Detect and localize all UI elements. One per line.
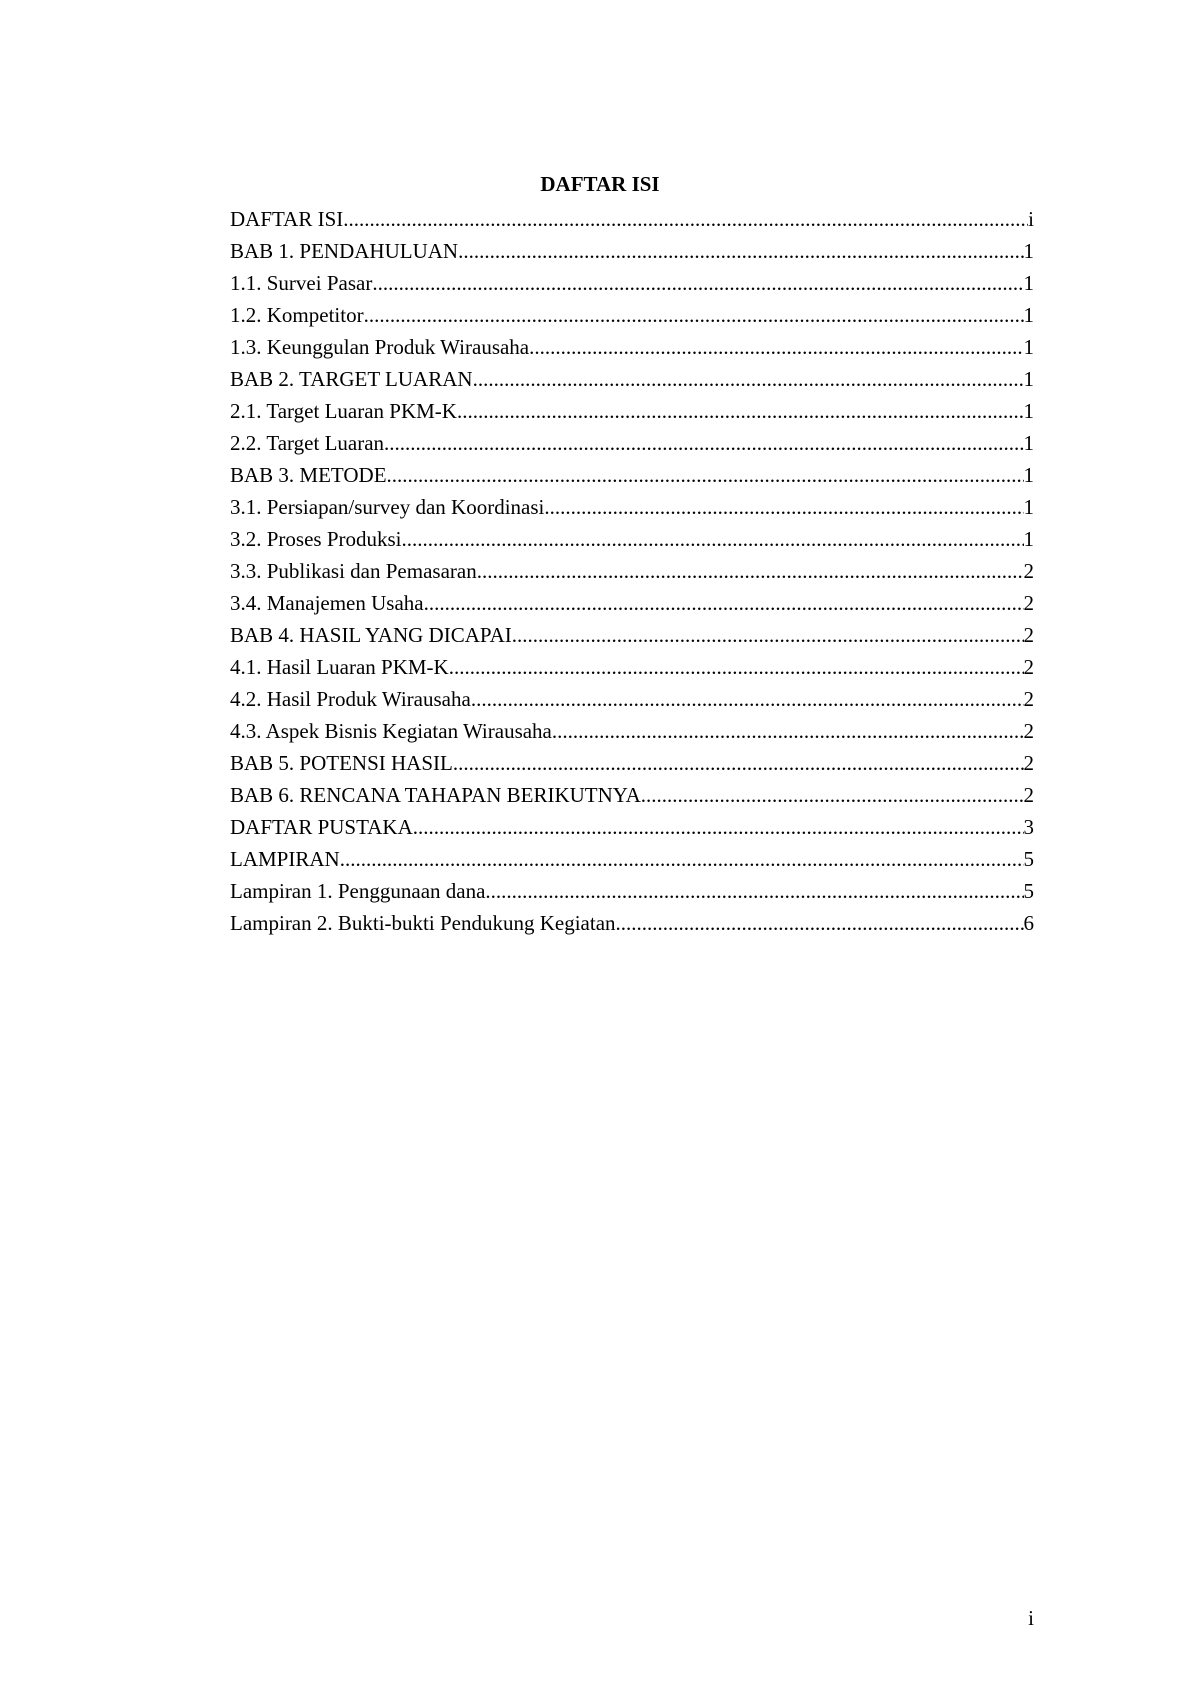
toc-dot-leader xyxy=(364,299,1024,331)
toc-entry-bab-1[interactable] xyxy=(230,235,1034,267)
toc-entry-label: LAMPIRAN xyxy=(230,847,340,871)
toc-entry-page: 3 xyxy=(1023,815,1034,839)
toc-entry-1-2[interactable] xyxy=(230,299,1034,331)
toc-entry-label: 1.2. Kompetitor xyxy=(230,303,364,327)
toc-entry-lampiran-1[interactable] xyxy=(230,875,1034,907)
toc-entry-label: 1.3. Keunggulan Produk Wirausaha xyxy=(230,335,530,359)
toc-entry-page: 1 xyxy=(1023,335,1034,359)
toc-entry-label: DAFTAR PUSTAKA xyxy=(230,815,413,839)
toc-entry-4-1[interactable] xyxy=(230,651,1034,683)
toc-entry-label: BAB 3. METODE xyxy=(230,463,387,487)
toc-entry-bab-6[interactable] xyxy=(230,779,1034,811)
toc-entry-label: 2.2. Target Luaran xyxy=(230,431,385,455)
toc-entry-page: 2 xyxy=(1023,559,1034,583)
toc-entry-page: 2 xyxy=(1023,591,1034,615)
toc-heading: DAFTAR ISI xyxy=(540,172,660,196)
toc-entry-3-3[interactable] xyxy=(230,555,1034,587)
toc-dot-leader xyxy=(372,267,1023,299)
toc-entry-label: 1.1. Survei Pasar xyxy=(230,271,373,295)
toc-entry-1-1[interactable] xyxy=(230,267,1034,299)
toc-dot-leader xyxy=(512,619,1024,651)
toc-entry-label: 4.2. Hasil Produk Wirausaha xyxy=(230,687,471,711)
toc-dot-leader xyxy=(413,811,1024,843)
toc-dot-leader xyxy=(343,203,1028,235)
toc-entry-page: 6 xyxy=(1023,911,1034,935)
toc-dot-leader xyxy=(529,331,1023,363)
toc-entry-page: 2 xyxy=(1023,751,1034,775)
toc-entry-bab-4[interactable] xyxy=(230,619,1034,651)
toc-dot-leader xyxy=(471,683,1024,715)
toc-entry-label: BAB 2. TARGET LUARAN xyxy=(230,367,473,391)
toc-dot-leader xyxy=(384,427,1023,459)
toc-entry-page: 2 xyxy=(1023,623,1034,647)
toc-entry-page: 1 xyxy=(1023,303,1034,327)
toc-entry-page: 2 xyxy=(1023,783,1034,807)
toc-entry-bab-3[interactable] xyxy=(230,459,1034,491)
toc-entry-label: 2.1. Target Luaran PKM-K xyxy=(230,399,457,423)
toc-entry-page: 1 xyxy=(1023,367,1034,391)
toc-entry-3-1[interactable] xyxy=(230,491,1034,523)
toc-dot-leader xyxy=(544,491,1023,523)
toc-dot-leader xyxy=(340,843,1024,875)
toc-entry-label: 3.3. Publikasi dan Pemasaran. xyxy=(230,559,482,583)
toc-entry-page: 2 xyxy=(1023,687,1034,711)
toc-entry-3-2[interactable] xyxy=(230,523,1034,555)
toc-entry-label: 3.1. Persiapan/survey dan Koordinasi xyxy=(230,495,545,519)
toc-entry-label: Lampiran 1. Penggunaan dana xyxy=(230,879,486,903)
toc-entry-label: 4.3. Aspek Bisnis Kegiatan Wirausaha xyxy=(230,719,552,743)
toc-entry-lampiran-2[interactable] xyxy=(230,907,1034,939)
toc-entry-page: 1 xyxy=(1023,495,1034,519)
toc-dot-leader xyxy=(387,459,1024,491)
toc-entry-bab-5[interactable] xyxy=(230,747,1034,779)
toc-entry-label: BAB 1. PENDAHULUAN xyxy=(230,239,459,263)
toc-entry-page: 5 xyxy=(1023,879,1034,903)
toc-dot-leader xyxy=(641,779,1024,811)
toc-entry-2-1[interactable] xyxy=(230,395,1034,427)
toc-entry-page: 1 xyxy=(1023,399,1034,423)
toc-entry-label: BAB 5. POTENSI HASIL xyxy=(230,751,453,775)
toc-entry-page: 2 xyxy=(1023,719,1034,743)
table-of-contents xyxy=(230,203,1034,939)
toc-dot-leader xyxy=(616,907,1024,939)
toc-entry-label: DAFTAR ISI xyxy=(230,207,344,231)
page-number: i xyxy=(1028,1606,1034,1630)
toc-dot-leader xyxy=(552,715,1024,747)
toc-entry-label: 3.4. Manajemen Usaha xyxy=(230,591,424,615)
toc-entry-2-2[interactable] xyxy=(230,427,1034,459)
toc-entry-page: 5 xyxy=(1023,847,1034,871)
toc-entry-bab-2[interactable] xyxy=(230,363,1034,395)
toc-entry-page: i xyxy=(1028,207,1034,231)
toc-dot-leader xyxy=(473,363,1024,395)
toc-entry-label: BAB 6. RENCANA TAHAPAN BERIKUTNYA xyxy=(230,783,641,807)
toc-entry-page: 1 xyxy=(1023,431,1034,455)
toc-entry-lampiran[interactable] xyxy=(230,843,1034,875)
toc-entry-label: 4.1. Hasil Luaran PKM-K xyxy=(230,655,449,679)
toc-entry-page: 1 xyxy=(1023,239,1034,263)
toc-dot-leader xyxy=(458,235,1023,267)
toc-entry-4-3[interactable] xyxy=(230,715,1034,747)
toc-dot-leader xyxy=(402,523,1024,555)
toc-entry-page: 1 xyxy=(1023,271,1034,295)
toc-dot-leader xyxy=(457,395,1024,427)
toc-entry-3-4[interactable] xyxy=(230,587,1034,619)
toc-dot-leader xyxy=(424,587,1024,619)
toc-dot-leader xyxy=(485,875,1023,907)
toc-entry-4-2[interactable] xyxy=(230,683,1034,715)
toc-entry-page: 1 xyxy=(1023,527,1034,551)
toc-entry-daftar-pustaka[interactable] xyxy=(230,811,1034,843)
toc-entry-page: 1 xyxy=(1023,463,1034,487)
toc-dot-leader xyxy=(449,651,1024,683)
toc-entry-1-3[interactable] xyxy=(230,331,1034,363)
toc-entry-page: 2 xyxy=(1023,655,1034,679)
toc-dot-leader xyxy=(482,555,1024,587)
toc-entry-daftar-isi[interactable] xyxy=(230,203,1034,235)
toc-entry-label: Lampiran 2. Bukti-bukti Pendukung Kegiatan xyxy=(230,911,616,935)
toc-dot-leader xyxy=(453,747,1024,779)
toc-entry-label: 3.2. Proses Produksi xyxy=(230,527,402,551)
toc-entry-label: BAB 4. HASIL YANG DICAPAI xyxy=(230,623,512,647)
